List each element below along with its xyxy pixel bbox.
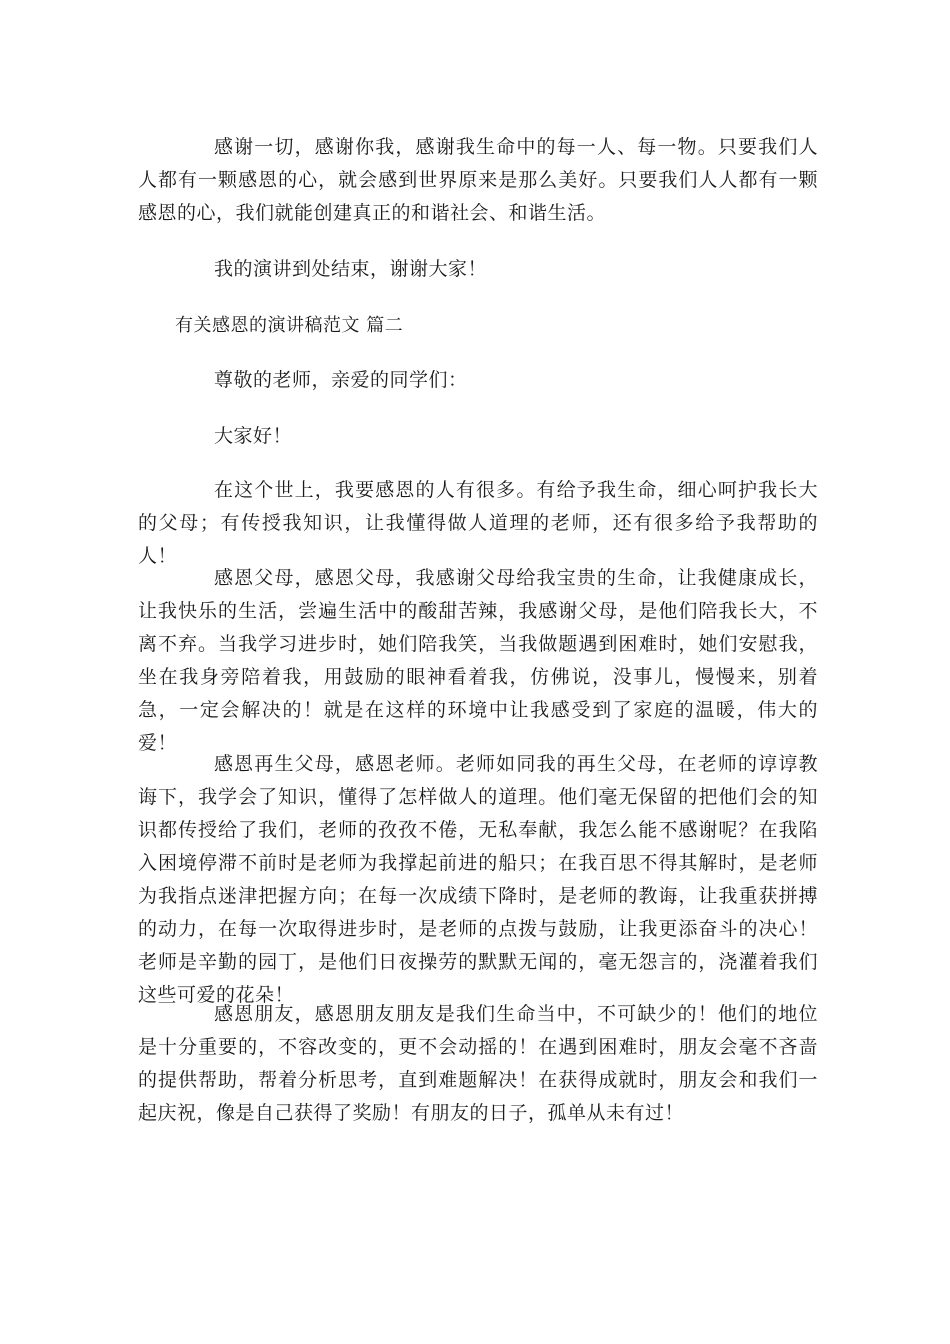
greeting: 大家好！: [214, 425, 293, 447]
closing-thanks: 我的演讲到处结束，谢谢大家！: [214, 258, 488, 280]
body-paragraph-friends: 感恩朋友，感恩朋友朋友是我们生命当中，不可缺少的！他们的地位是十分重要的，不容改变的，更不会动摇的！在遇到困难时，朋友会毫不吝啬的提供帮助，帮着分析思考，直到难题解决！在获得成就时，朋友会和我们一起庆祝，像是自己获得了奖励！有朋友的日子，孤单从未有过！: [138, 1003, 818, 1124]
closing-paragraph: 感谢一切，感谢你我，感谢我生命中的每一人、每一物。只要我们人人都有一颗感恩的心，就会感到世界原来是那么美好。只要我们人人都有一颗感恩的心，我们就能创建真正的和谐社会、和谐生活。: [138, 136, 818, 224]
salutation: 尊敬的老师，亲爱的同学们：: [214, 369, 468, 391]
body-paragraph-intro: 在这个世上，我要感恩的人有很多。有给予我生命，细心呵护我长大的父母；有传授我知识，让我懂得做人道理的老师，还有很多给予我帮助的人！: [138, 479, 818, 567]
body-paragraph-teachers: 感恩再生父母，感恩老师。老师如同我的再生父母，在老师的谆谆教诲下，我学会了知识，懂得了怎样做人的道理。他们毫无保留的把他们会的知识都传授给了我们，老师的孜孜不倦，无私奉献，我怎么能不感谢呢？在我陷入困境停滞不前时是老师为我撑起前进的船只；在我百思不得其解时，是老师为我指点迷津把握方向；在每一次成绩下降时，是老师的教诲，让我重获拼搏的动力，在每一次取得进步时，是老师的点拨与鼓励，让我更添奋斗的决心！老师是辛勤的园丁，是他们日夜操劳的默默无闻的，毫无怨言的，浇灌着我们这些可爱的花朵！: [138, 753, 818, 1006]
section-title: 有关感恩的演讲稿范文 篇二: [175, 315, 404, 336]
body-paragraph-parents: 感恩父母，感恩父母，我感谢父母给我宝贵的生命，让我健康成长，让我快乐的生活，尝遍生活中的酸甜苦辣，我感谢父母，是他们陪我长大，不离不弃。当我学习进步时，她们陪我笑，当我做题遇到困难时，她们安慰我，坐在我身旁陪着我，用鼓励的眼神看着我，仿佛说，没事儿，慢慢来，别着急，一定会解决的！就是在这样的环境中让我感受到了家庭的温暖，伟大的爱！: [138, 567, 818, 754]
